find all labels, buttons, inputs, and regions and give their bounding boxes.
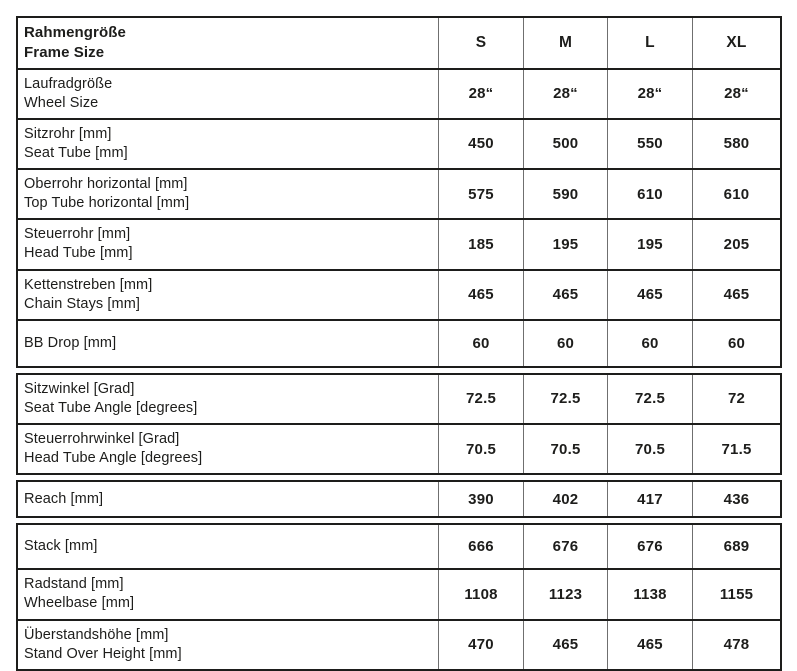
value-cell-m: 465: [523, 271, 607, 319]
value-cell-xl: 580: [692, 120, 780, 168]
row-label-de: Überstandshöhe [mm]: [24, 626, 169, 643]
row-label-en: Wheel Size: [24, 94, 99, 111]
spec-row-reach: [16, 480, 782, 518]
spec-row-head-tube: [16, 220, 782, 270]
value-cell-m: 60: [523, 321, 607, 366]
value-cell-m: 500: [523, 120, 607, 168]
column-header-s: S: [438, 18, 523, 68]
row-label-de: Sitzwinkel [Grad]: [24, 380, 135, 397]
row-label-de: Oberrohr horizontal [mm]: [24, 176, 188, 193]
value-cell-s: 1108: [438, 570, 523, 618]
row-label-en: Seat Tube [mm]: [24, 144, 128, 161]
value-cell-s: 666: [438, 525, 523, 568]
value-cell-xl: 72: [692, 375, 780, 423]
row-label: [18, 170, 438, 218]
column-header-l: L: [607, 18, 692, 68]
row-label-de: Stack [mm]: [24, 538, 98, 555]
value-cell-l: 676: [607, 525, 692, 568]
row-label: [18, 271, 438, 319]
value-cell-m: 402: [523, 482, 607, 516]
spec-row-top-tube: [16, 170, 782, 220]
table-header-row: [16, 16, 782, 70]
row-label: [18, 70, 438, 118]
value-cell-m: 1123: [523, 570, 607, 618]
value-cell-xl: 28“: [692, 70, 780, 118]
row-label-de: Kettenstreben [mm]: [24, 276, 153, 293]
value-cell-s: 575: [438, 170, 523, 218]
value-cell-xl: 465: [692, 271, 780, 319]
value-cell-l: 550: [607, 120, 692, 168]
value-cell-l: 195: [607, 220, 692, 268]
row-label: [18, 375, 438, 423]
frame-geometry-table: [16, 16, 782, 671]
value-cell-l: 465: [607, 621, 692, 669]
value-cell-xl: 436: [692, 482, 780, 516]
frame-size-label-en: Frame Size: [24, 43, 105, 61]
value-cell-xl: 60: [692, 321, 780, 366]
row-label-de: BB Drop [mm]: [24, 334, 117, 351]
value-cell-xl: 71.5: [692, 425, 780, 473]
row-label-en: Chain Stays [mm]: [24, 295, 141, 312]
spec-row-seat-tube: [16, 120, 782, 170]
value-cell-xl: 478: [692, 621, 780, 669]
row-label: [18, 482, 438, 516]
row-label-en: Head Tube Angle [degrees]: [24, 450, 203, 467]
value-cell-xl: 610: [692, 170, 780, 218]
row-label-en: Stand Over Height [mm]: [24, 645, 182, 662]
row-label: [18, 425, 438, 473]
column-header-xl: XL: [692, 18, 780, 68]
spec-row-wheel-size: [16, 70, 782, 120]
value-cell-s: 465: [438, 271, 523, 319]
spec-row-bb-drop: [16, 321, 782, 368]
value-cell-l: 70.5: [607, 425, 692, 473]
row-label-de: Steuerrohrwinkel [Grad]: [24, 431, 180, 448]
row-label-en: Seat Tube Angle [degrees]: [24, 399, 198, 416]
value-cell-xl: 205: [692, 220, 780, 268]
row-label-en: Wheelbase [mm]: [24, 595, 135, 612]
spec-row-stack: [16, 523, 782, 570]
row-label: [18, 120, 438, 168]
value-cell-m: 676: [523, 525, 607, 568]
value-cell-xl: 1155: [692, 570, 780, 618]
value-cell-s: 390: [438, 482, 523, 516]
value-cell-l: 610: [607, 170, 692, 218]
value-cell-l: 28“: [607, 70, 692, 118]
row-label-de: Reach [mm]: [24, 490, 104, 507]
value-cell-l: 72.5: [607, 375, 692, 423]
row-label: [18, 321, 438, 366]
row-label-de: Laufradgröße: [24, 75, 113, 92]
value-cell-s: 185: [438, 220, 523, 268]
spec-row-stand-over-height: [16, 621, 782, 671]
row-label: [18, 220, 438, 268]
spec-row-seat-tube-angle: [16, 373, 782, 425]
value-cell-l: 1138: [607, 570, 692, 618]
value-cell-s: 70.5: [438, 425, 523, 473]
value-cell-m: 72.5: [523, 375, 607, 423]
row-label: [18, 525, 438, 568]
spec-row-head-tube-angle: [16, 425, 782, 475]
value-cell-m: 28“: [523, 70, 607, 118]
value-cell-xl: 689: [692, 525, 780, 568]
row-label: [18, 621, 438, 669]
column-header-m: M: [523, 18, 607, 68]
row-label-en: Head Tube [mm]: [24, 245, 133, 262]
value-cell-s: 470: [438, 621, 523, 669]
value-cell-m: 70.5: [523, 425, 607, 473]
value-cell-s: 28“: [438, 70, 523, 118]
value-cell-s: 72.5: [438, 375, 523, 423]
row-label: [18, 570, 438, 618]
value-cell-m: 590: [523, 170, 607, 218]
value-cell-l: 465: [607, 271, 692, 319]
value-cell-s: 450: [438, 120, 523, 168]
value-cell-s: 60: [438, 321, 523, 366]
row-label-en: Top Tube horizontal [mm]: [24, 195, 190, 212]
row-label-de: Steuerrohr [mm]: [24, 226, 131, 243]
row-label-de: Sitzrohr [mm]: [24, 125, 112, 142]
value-cell-l: 417: [607, 482, 692, 516]
row-label-de: Radstand [mm]: [24, 576, 124, 593]
spec-row-chain-stays: [16, 271, 782, 321]
value-cell-m: 465: [523, 621, 607, 669]
spec-row-wheelbase: [16, 570, 782, 620]
frame-size-header: [18, 18, 438, 68]
value-cell-l: 60: [607, 321, 692, 366]
frame-size-label-de: Rahmengröße: [24, 24, 126, 41]
value-cell-m: 195: [523, 220, 607, 268]
